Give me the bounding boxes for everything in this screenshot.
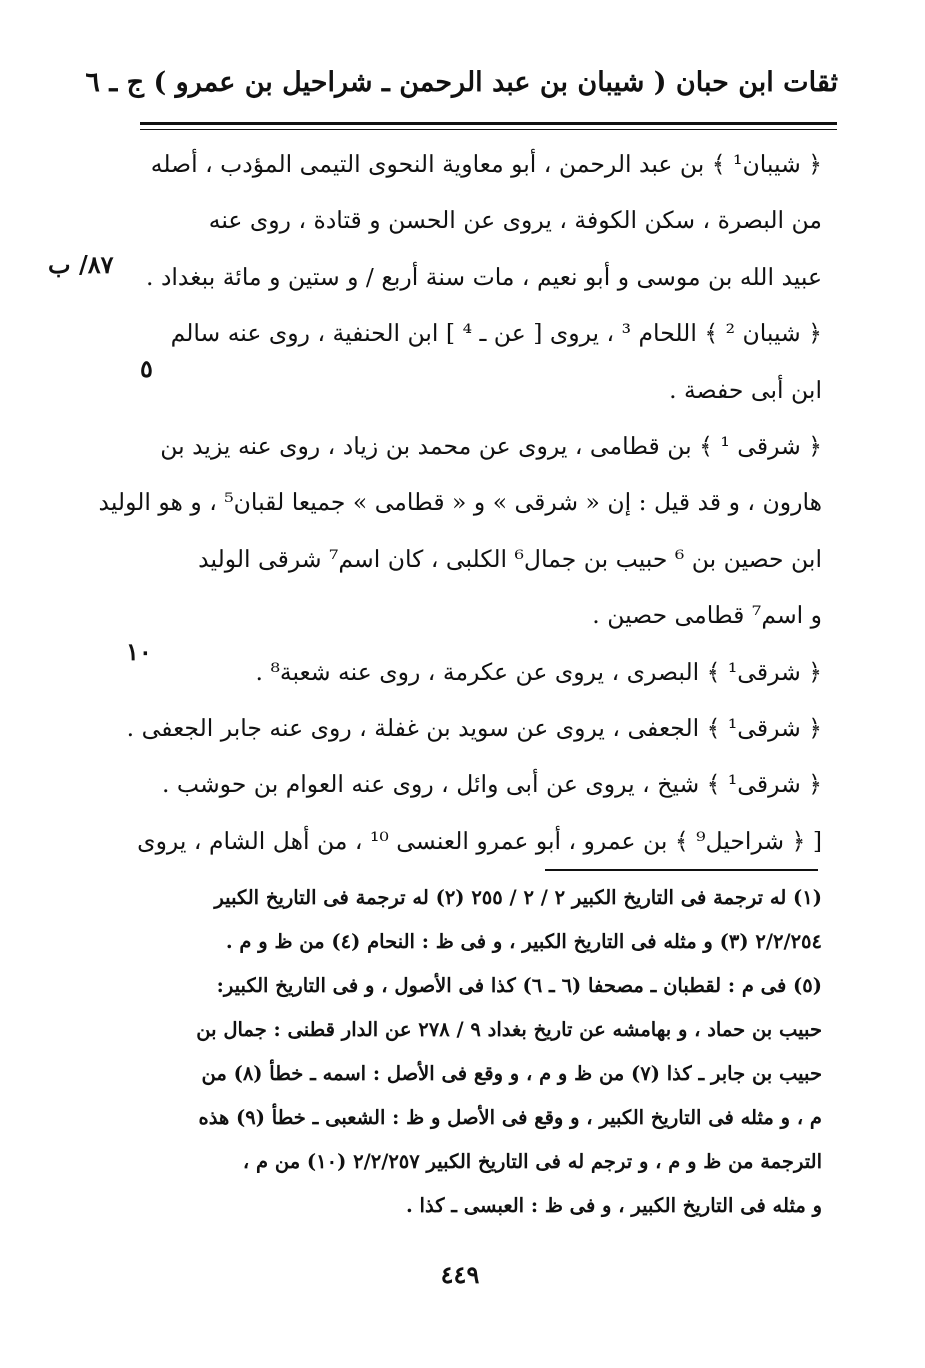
header-rule-thin [140,129,837,130]
text-line: ﴿ شرقى¹ ﴾ شيخ ، يروى عن أبى وائل ، روى عنه العوام بن حوشب . [161,770,822,799]
text-line: ﴿ شرقى¹ ﴾ البصرى ، يروى عن عكرمة ، روى عنه شعبة⁸ . [255,657,822,686]
footnote-line: م ، و مثله فى التاريخ الكبير ، و وقع فى الأصل و ظ : الشعبى ـ خطأ (٩) هذه [198,1106,822,1129]
text-line: ﴿ شرقى¹ ﴾ الجعفى ، يروى عن سويد بن غفلة ، روى عنه جابر الجعفى . [126,713,822,742]
footnote-line: حبيب بن حماد ، و بهامشه عن تاريخ بغداد ٩ / ٢٧٨ عن الدار قطنى : جمال بن [196,1018,822,1041]
footnote-line: حبيب بن جابر ـ كذا (٧) من ظ و م ، و وقع فى الأصل : اسمه ـ خطأ (٨) من [201,1062,822,1085]
footnote-line: و مثله فى التاريخ الكبير ، و فى ظ : العبسى ـ كذا . [405,1194,822,1217]
text-line: عبيد الله بن موسى و أبو نعيم ، مات سنة أربع / و ستين و مائة ببغداد . [146,262,822,291]
text-line: هارون ، و قد قيل : إن « شرقى » و « قطامى » جميعا لقبان⁵ ، و هو الوليد [98,488,822,517]
text-line: ﴿ شرقى ¹ ﴾ بن قطامى ، يروى عن محمد بن زياد ، روى عنه يزيد بن [160,431,822,460]
running-header: ثقات ابن حبان ( شيبان بن عبد الرحمن ـ شراحيل بن عمرو ) ج ـ ٦ [85,67,838,98]
text-line: ﴿ شيبان¹ ﴾ بن عبد الرحمن ، أبو معاوية النحوى التيمى المؤدب ، أصله [150,150,822,178]
footnote-line: (١) له ترجمة فى التاريخ الكبير ٢ / ٢ / ٢٥٥ (٢) له ترجمة فى التاريخ الكبير [214,886,822,909]
footnote-line: ٢/٢/٢٥٤ (٣) و مثله فى التاريخ الكبير ، و فى ظ : النحام (٤) من ظ و م . [225,930,822,953]
header-rule-thick [140,122,837,125]
text-line: ﴿ شيبان ² ﴾ اللحام ³ ، يروى [ عن ـ ⁴ ] ابن الحنفية ، روى عنه سالم [170,319,822,348]
text-line: [ ﴿ شراحيل⁹ ﴾ بن عمرو ، أبو عمرو العنسى ¹⁰ ، من أهل الشام ، يروى [137,826,822,855]
text-line: من البصرة ، سكن الكوفة ، يروى عن الحسن و قتادة ، روى عنه [208,206,822,235]
footnote-line: الترجمة من ظ و م ، و ترجم له فى التاريخ الكبير ٢/٢/٢٥٧ (١٠) من م ، [242,1150,822,1173]
folio-marker: ٨٧/ ب [48,250,114,279]
text-line: ابن أبى حفصة . [669,375,822,404]
line-number-5: ٥ [140,354,153,383]
page-number: ٤٤٩ [440,1260,480,1289]
footnote-rule [545,869,818,871]
line-number-10: ١٠ [126,637,152,666]
text-line: و اسم⁷ قطامى حصين . [592,601,822,630]
text-line: ابن حصين بن ⁶ حبيب بن جمال⁶ الكلبى ، كان اسم⁷ شرقى الوليد [198,544,822,573]
footnotes [158,876,822,1228]
footnote-line: (٥) فى م : لقطبان ـ مصحفا (٦ ـ ٦) كذا فى الأصول ، و فى التاريخ الكبير: [216,974,822,997]
